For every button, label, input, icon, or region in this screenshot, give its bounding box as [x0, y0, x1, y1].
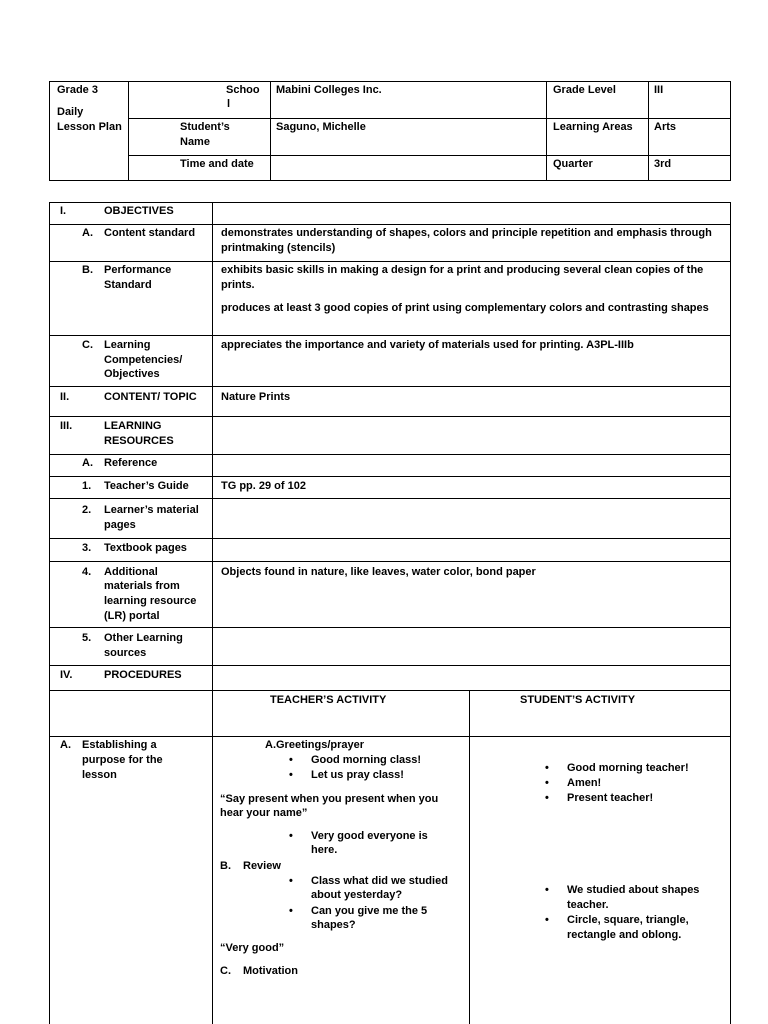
teacher-quote-line1: “Say present when you present when you [220, 793, 439, 805]
additional-materials-number: 4. [82, 566, 92, 578]
additional-materials-label-line3: learning resource [104, 595, 197, 607]
performance-standard-value-2: produces at least 3 good copies of print using complementary colors and contrasting shapes [221, 302, 709, 314]
content-topic-number: II. [60, 391, 70, 403]
learners-material-label-line1: Learner’s material [104, 504, 199, 516]
procedures-number: IV. [60, 669, 73, 681]
grade-level-label: Grade Level [553, 84, 616, 96]
teacher-quote-line2: hear your name” [220, 807, 308, 819]
learning-areas-label: Learning Areas [553, 121, 633, 133]
learning-areas-value: Arts [654, 121, 677, 133]
teacher-activity-header: TEACHER’S ACTIVITY [270, 694, 387, 706]
additional-materials-label-line1: Additional [104, 566, 158, 578]
reference-label: Reference [104, 457, 158, 469]
purpose-label-line2: purpose for the [82, 754, 163, 766]
resources-number: III. [60, 420, 73, 432]
review-number: B. [220, 860, 231, 872]
teacher-line-very-good-1: • Very good everyone is [311, 829, 428, 844]
school-label-line2: l [227, 98, 231, 110]
competencies-number: C. [82, 339, 93, 351]
teachers-guide-number: 1. [82, 480, 92, 492]
purpose-number: A. [60, 739, 71, 751]
student-line-shapes-2: teacher. [567, 899, 609, 911]
teacher-line-pray: • Let us pray class! [311, 768, 404, 783]
procedures-heading: PROCEDURES [104, 669, 182, 681]
other-sources-number: 5. [82, 632, 92, 644]
teachers-guide-label: Teacher’s Guide [104, 480, 189, 492]
teacher-line-very-good-2: here. [311, 844, 338, 856]
student-label-line2: Name [180, 136, 210, 148]
teacher-very-good-quote: “Very good” [220, 942, 285, 954]
purpose-label-line1: Establishing a [82, 739, 157, 751]
other-sources-label-line2: sources [104, 647, 147, 659]
other-sources-label-line1: Other Learning [104, 632, 183, 644]
performance-standard-number: B. [82, 264, 93, 276]
quarter-value: 3rd [654, 158, 672, 170]
teacher-line-good-morning: • Good morning class! [311, 753, 421, 768]
student-line-good-morning: • Good morning teacher! [567, 761, 689, 776]
competencies-label-line3: Objectives [104, 368, 160, 380]
resources-label-line1: LEARNING [104, 420, 162, 432]
competencies-value [221, 338, 634, 353]
competencies-label-line1: Learning [104, 339, 151, 351]
student-line-present: • Present teacher! [567, 791, 653, 806]
content-topic-label: CONTENT/ TOPIC [104, 391, 197, 403]
student-activity-header: STUDENT’S ACTIVITY [520, 694, 636, 706]
review-heading: Review [243, 860, 281, 872]
content-standard-label: Content standard [104, 227, 196, 239]
objectives-heading: OBJECTIVES [104, 205, 174, 217]
competencies-label-line2: Competencies/ [104, 354, 183, 366]
performance-standard-label-line2: Standard [104, 279, 152, 291]
greetings-heading: A.Greetings/prayer [265, 739, 365, 751]
student-line-list-1: • Circle, square, triangle, [567, 913, 689, 928]
grade-label: Grade 3 [57, 84, 98, 96]
resources-label-line2: RESOURCES [104, 435, 174, 447]
objectives-number: I. [60, 205, 67, 217]
competencies-code: A3PL-IIIb [586, 339, 634, 351]
performance-standard-value-1: exhibits basic skills in making a design for a print and producing several clean copies of the prints. [221, 264, 704, 291]
teacher-line-yesterday-1: • Class what did we studied [311, 874, 448, 889]
student-value: Saguno, Michelle [276, 121, 366, 133]
time-date-label: Time and date [180, 158, 254, 170]
plan-label-line2: Lesson Plan [57, 121, 122, 133]
learners-material-label-line2: pages [104, 519, 136, 531]
grade-level-value: III [654, 84, 664, 96]
content-topic-value: Nature Prints [221, 391, 291, 403]
performance-standard-label-line1: Performance [104, 264, 172, 276]
additional-materials-label-line2: materials from [104, 580, 180, 592]
purpose-label-line3: lesson [82, 769, 117, 781]
teacher-line-shapes-1: • Can you give me the 5 [311, 904, 427, 919]
student-label-line1: Student’s [180, 121, 230, 133]
teacher-line-shapes-2: shapes? [311, 919, 356, 931]
additional-materials-label-line4: (LR) portal [104, 610, 160, 622]
content-standard-value: demonstrates understanding of shapes, colors and principle repetition and emphasis through printmaking (stencils) [221, 227, 712, 254]
plan-label-line1: Daily [57, 106, 84, 118]
student-line-shapes-1: • We studied about shapes [567, 883, 699, 898]
motivation-heading: Motivation [243, 965, 298, 977]
reference-number: A. [82, 457, 93, 469]
content-standard-number: A. [82, 227, 93, 239]
learners-material-number: 2. [82, 504, 92, 516]
teacher-line-yesterday-2: about yesterday? [311, 889, 403, 901]
textbook-number: 3. [82, 542, 92, 554]
student-line-list-2: rectangle and oblong. [567, 929, 682, 941]
school-value: Mabini Colleges Inc. [276, 84, 382, 96]
quarter-label: Quarter [553, 158, 593, 170]
competencies-text: appreciates the importance and variety of materials used for printing. [221, 339, 584, 351]
school-label-line1: Schoo [226, 84, 260, 96]
teachers-guide-value: TG pp. 29 of 102 [221, 480, 306, 492]
student-line-amen: • Amen! [567, 776, 601, 791]
motivation-number: C. [220, 965, 231, 977]
additional-materials-value: Objects found in nature, like leaves, water color, bond paper [221, 566, 536, 578]
textbook-label: Textbook pages [104, 542, 187, 554]
